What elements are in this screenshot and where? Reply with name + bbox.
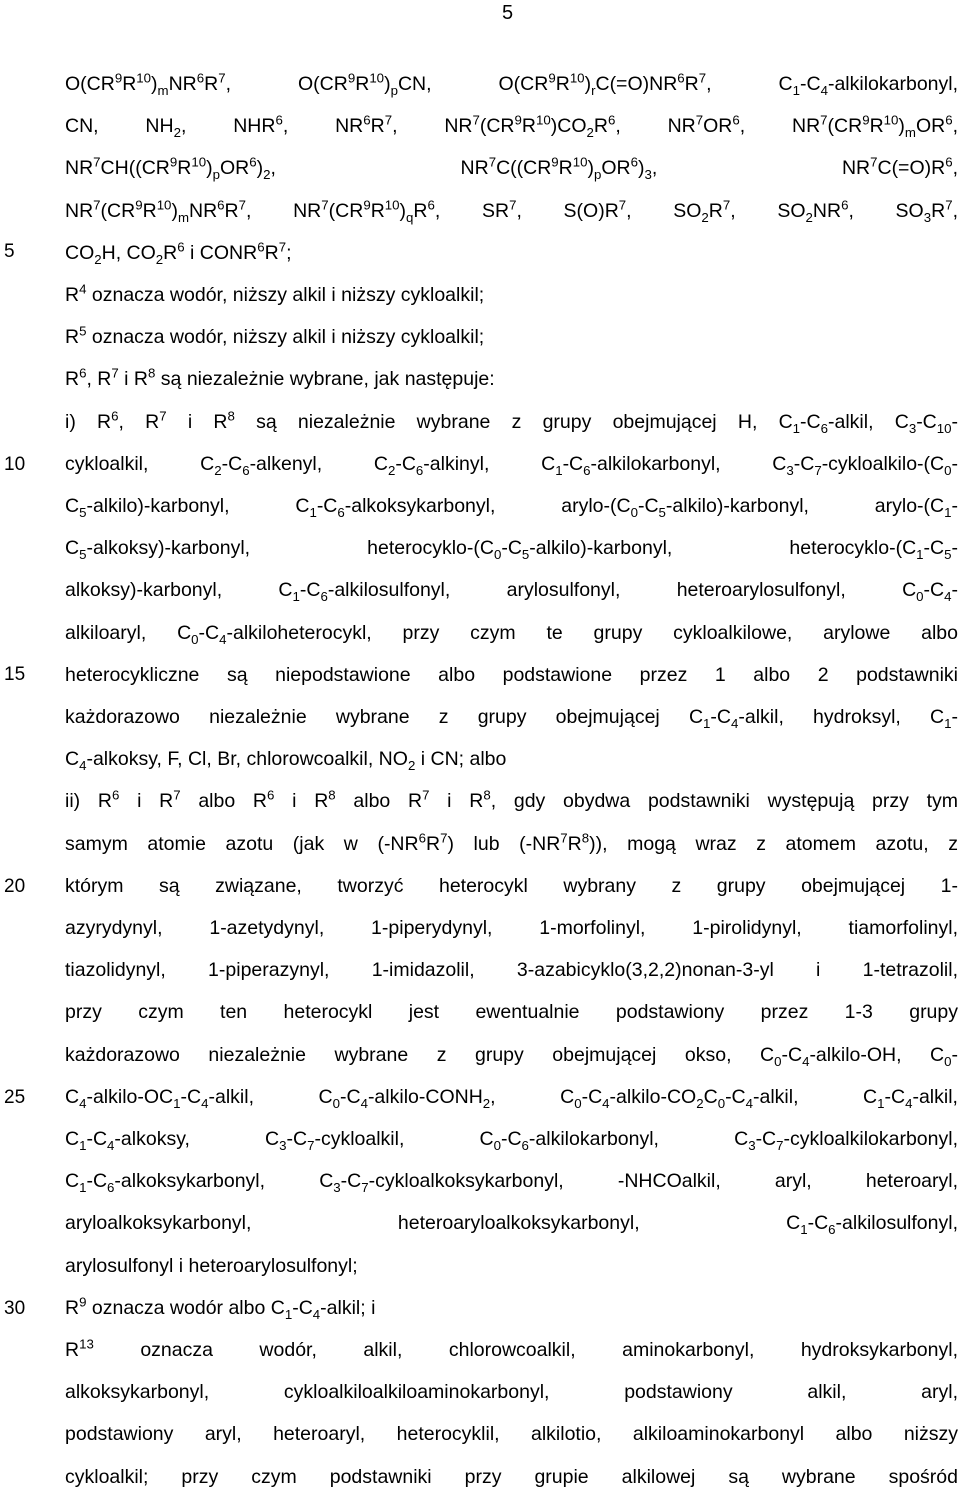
- text-line: azyrydynyl, 1-azetydynyl, 1-piperydynyl, 1-morfolinyl, 1-pirolidynyl, tiamorfolinyl,: [65, 917, 958, 939]
- text-line: alkoksykarbonyl, cykloalkiloalkiloaminokarbonyl, podstawiony alkil, aryl,: [65, 1381, 958, 1403]
- text-line: $CO_2H$, $CO_2R^6$ i $CONR^6R^7$;: [65, 239, 292, 267]
- text-line: każdorazowo niezależnie wybrane z grupy obejmującej $C_1-C_4$-alkil, hydroksyl, $C_1-$: [65, 706, 958, 731]
- text-line: tiazolidynyl, 1-piperazynyl, 1-imidazolil, 3-azabicyklo(3,2,2)nonan-3-yl i 1-tetrazolil,: [65, 959, 958, 981]
- text-line: $C_5-alkilo$)-karbonyl, $C_1-C_6$-alkoksykarbonyl, arylo-$(C_0-C_5-alkilo)$-karbonyl, arylo-($C_1-$: [65, 495, 958, 520]
- text-line: CN, $NH_2$, NHR$^6$, $NR^6R^7$, $NR^7(CR^9R^{10})CO_2R^6$, $NR^7OR^6$, $NR^7(CR^9R^{10})_mOR^6$,: [65, 112, 959, 140]
- text-line: alkiloaryl, $C_0-C_4$-alkiloheterocykl, przy czym te grupy cykloalkilowe, arylowe albo: [65, 622, 958, 647]
- text-line: $R^4$ oznacza wodór, niższy alkil i niższy cykloalkil;: [65, 281, 485, 306]
- text-line: i) $R^6$, $R^7$ i $R^8$ są niezależnie wybrane z grupy obejmującej H, $C_1-C_6$-alkil, $C_3-C_{10}-$: [65, 408, 959, 436]
- text-line: samym atomie azotu (jak w $(-NR^6R^7)$ lub $(-NR^7R^8)$), mogą wraz z atomem azotu, z: [65, 830, 958, 855]
- text-line: cykloalkil; przy czym podstawniki przy grupie alkilowej są wybrane spośród: [65, 1466, 958, 1488]
- page-number: 5: [502, 2, 514, 24]
- text-line: alkoksy)-karbonyl, $C_1-C_6$-alkilosulfonyl, arylosulfonyl, heteroarylosulfonyl, $C_0-C_4-$: [65, 579, 958, 604]
- text-line: $R^{13}$ oznacza wodór, alkil, chlorowcoalkil, aminokarbonyl, hydroksykarbonyl,: [65, 1336, 958, 1361]
- text-line: każdorazowo niezależnie wybrane z grupy obejmującej okso, $C_0-C_4-alkilo-OH$, $C_0-$: [65, 1044, 959, 1069]
- margin-line-number: 25: [4, 1087, 26, 1108]
- text-line: $C_1-C_4$-alkoksy, $C_3-C_7$-cykloalkil, $C_0-C_6$-alkilokarbonyl, $C_3-C_7$-cykloalkilokarbonyl,: [65, 1128, 958, 1153]
- text-line: heterocykliczne są niepodstawione albo podstawione przez 1 albo 2 podstawniki: [65, 664, 958, 686]
- text-line: $C_5-alkoksy$)-karbonyl, heterocyklo-$(C_0-C_5-alkilo)$-karbonyl, heterocyklo-($C_1-C_5-$: [65, 537, 958, 562]
- text-line: podstawiony aryl, heteroaryl, heterocyklil, alkilotio, alkiloaminokarbonyl albo niższy: [65, 1423, 958, 1445]
- margin-line-number: 30: [4, 1298, 26, 1319]
- text-line: przy czym ten heterocykl jest ewentualnie podstawiony przez 1-3 grupy: [65, 1001, 958, 1023]
- text-line: $O(CR^9R^{10})_mNR^6R^7$, $O(CR^9R^{10})_pCN$, $O(CR^9R^{10})_rC(=O)NR^6R^7$, $C_1-C_4$-alkilokarbonyl,: [65, 70, 959, 98]
- text-line: $C_1-C_6$-alkoksykarbonyl, $C_3-C_7$-cykloalkoksykarbonyl, -NHCOalkil, aryl, heteroaryl,: [65, 1170, 958, 1195]
- margin-line-number: 20: [4, 876, 26, 897]
- text-line: arylosulfonyl i heteroarylosulfonyl;: [65, 1255, 358, 1277]
- text-line: $C_4-alkilo-OC_1-C_4$-alkil, $C_0-C_4-alkilo-CONH_2$, $C_0-C_4-alkilo-CO_2C_0-C_4$-alkil, $C_1-C_4$-alkil,: [65, 1086, 958, 1111]
- margin-line-number: 5: [4, 241, 15, 262]
- margin-line-number: 10: [4, 454, 26, 475]
- text-line: $NR^7CH((CR^9R^{10})_pOR^6)_2$, $NR^7C((CR^9R^{10})_pOR^6)_3$, $NR^7C(=O)R^6$,: [65, 154, 958, 182]
- text-line: $C_4$-alkoksy, F, Cl, Br, chlorowcoalkil, $NO_2$ i CN; albo: [65, 748, 507, 773]
- text-line: którym są związane, tworzyć heterocykl wybrany z grupy obejmującej 1-: [65, 875, 958, 897]
- margin-line-number: 15: [4, 664, 26, 685]
- text-line: $R^9$ oznacza wodór albo $C_1-C_4$-alkil; i: [65, 1294, 376, 1322]
- text-line: aryloalkoksykarbonyl, heteroaryloalkoksykarbonyl, $C_1-C_6$-alkilosulfonyl,: [65, 1212, 958, 1237]
- text-line: $R^5$ oznacza wodór, niższy alkil i niższy cykloalkil;: [65, 323, 485, 348]
- text-line: $R^6$, $R^7$ i $R^8$ są niezależnie wybrane, jak następuje:: [65, 365, 495, 390]
- text-line: cykloalkil, $C_2-C_6$-alkenyl, $C_2-C_6$-alkinyl, $C_1-C_6$-alkilokarbonyl, $C_3-C_7-cykloalkilo-(C_0-$: [65, 453, 958, 478]
- text-line: $NR^7(CR^9R^{10})_mNR^6R^7$, $NR^7(CR^9R^{10})_qR^6$, $SR^7$, $S(O)R^7$, $SO_2R^7$, $SO_2NR^6$, $SO_3R^7$,: [65, 197, 958, 225]
- text-line: ii) $R^6$ i $R^7$ albo $R^6$ i $R^8$ albo $R^7$ i $R^8$, gdy obydwa podstawniki występują przy tym: [65, 787, 959, 812]
